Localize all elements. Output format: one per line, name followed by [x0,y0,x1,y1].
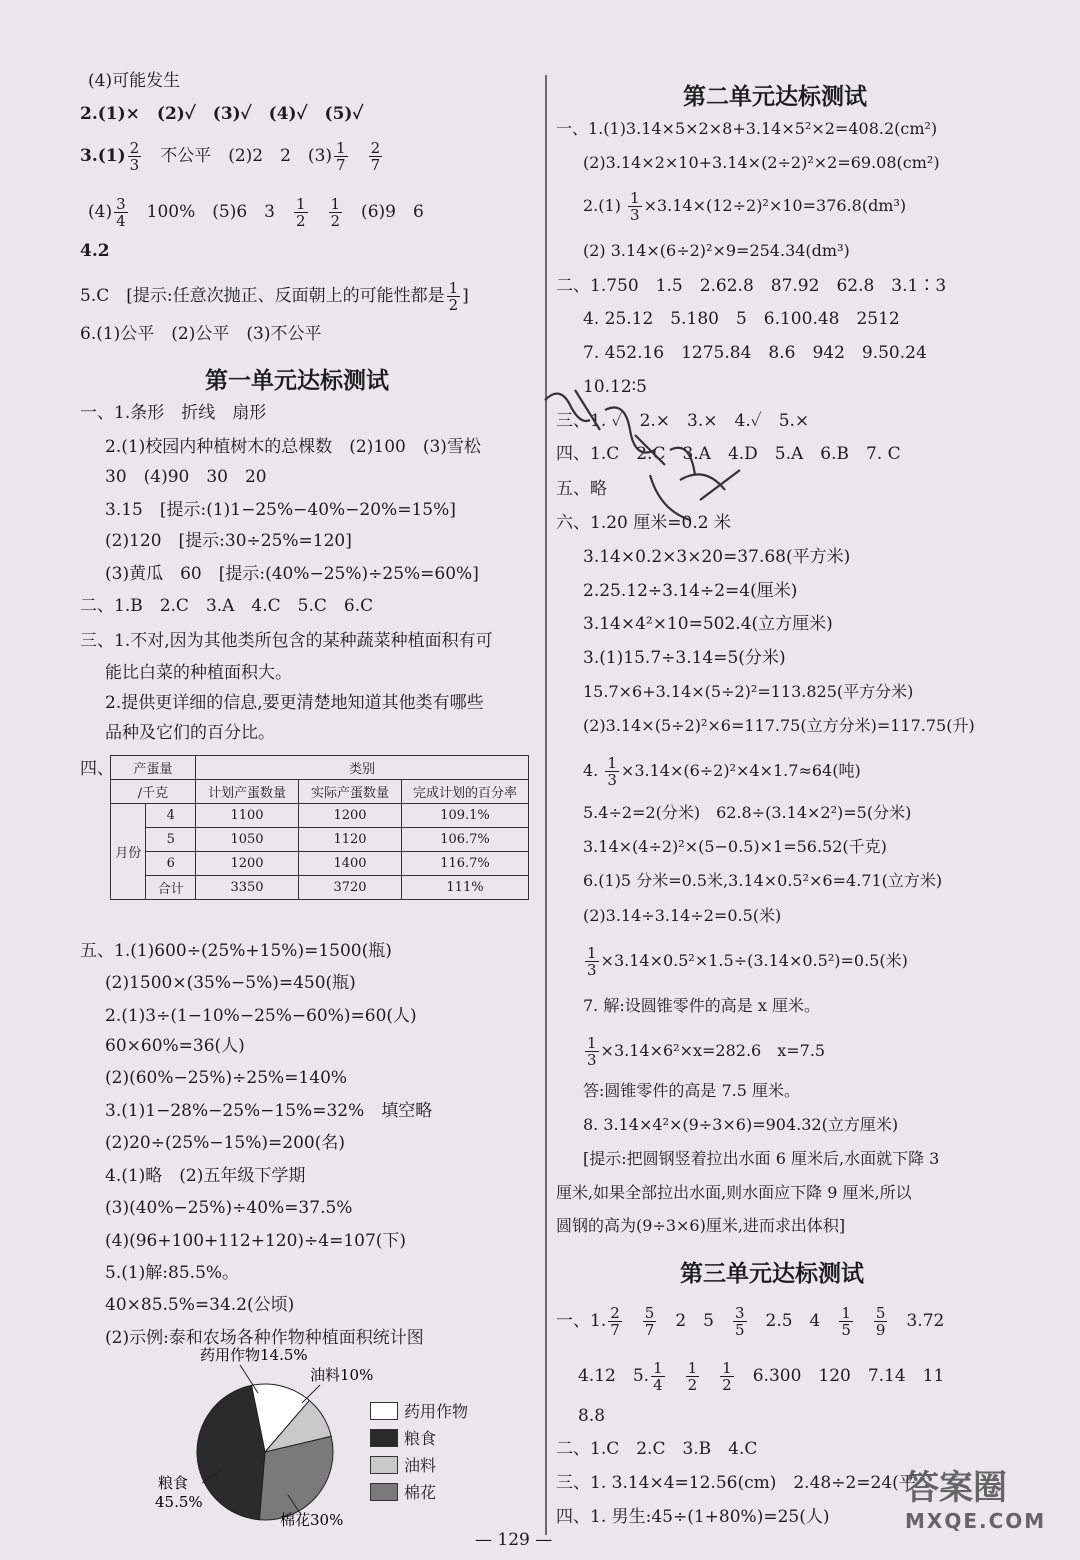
answer-line: 3.14×(4÷2)²×(5−0.5)×1=56.52(千克) [583,837,887,856]
legend-swatch [370,1402,398,1420]
table-header: /千克 [111,780,196,804]
answer-line: 8.8 [578,1406,606,1426]
table-header: 产蛋量 [111,756,196,780]
table-row [111,828,529,852]
answer-line: 四、1.C 2.C 3.A 4.D 5.A 6.B 7. C [556,444,901,464]
pie-chart-svg [150,1345,374,1535]
egg-production-table [110,755,529,900]
table-cell: 3350 [196,876,299,900]
answer-line: 40×85.5%=34.2(公顷) [105,1295,295,1315]
table-cell: 1200 [299,804,402,828]
answer-line: 3.15 [提示:(1)1−25%−40%−20%=15%] [105,500,456,520]
answer-line: 2.25.12÷3.14÷2=4(厘米) [583,581,798,601]
table-cell: 3720 [299,876,402,900]
pie-label-grain-value: 45.5% [155,1493,203,1511]
answer-line: (4)可能发生 [88,71,181,91]
answer-line: (2)20÷(25%−15%)=200(名) [105,1133,345,1153]
answer-line-fraction: (4) $\frac{3}{4}$ 100% (5)6 3 $\frac{1}{2}$ $\frac{1}{2}$ (6)9 6 [88,195,424,230]
table-cell: 4 [146,804,196,828]
answer-line: 4.2 [80,241,110,261]
answer-line: (4)(96+100+112+120)÷4=107(下) [105,1231,407,1251]
answer-line: (3)(40%−25%)÷40%=37.5% [105,1198,353,1218]
table-cell: 1400 [299,852,402,876]
answer-line: 二、1.B 2.C 3.A 4.C 5.C 6.C [80,596,374,616]
legend-swatch [370,1429,398,1447]
leader-line [302,1385,320,1403]
answer-line-fraction: $\frac{1}{3}$ ×3.14×6²×x=282.6 x=7.5 [587,1034,826,1069]
answer-line-fraction: $\frac{1}{3}$ ×3.14×0.5²×1.5÷(3.14×0.5²)=0.5(米) [587,944,908,979]
answer-line: 3.14×0.2×3×20=37.68(平方米) [583,547,851,567]
answer-line: (2)1500×(35%−5%)=450(瓶) [105,973,356,993]
table-cell: 1200 [196,852,299,876]
answer-line: 三、1.不对,因为其他类所包含的某种蔬菜种植面积有可 [80,631,493,651]
pie-label-oil: 油料10% [310,1366,374,1384]
table-row [111,876,529,900]
answer-line: 8. 3.14×4²×(9÷3×6)=904.32(立方厘米) [583,1115,899,1134]
column-divider [545,75,547,1535]
answer-line-fraction: 2.(1) $\frac{1}{3}$ ×3.14×(12÷2)²×10=376.8(dm³) [583,189,907,224]
answer-line: 厘米,如果全部拉出水面,则水面应下降 9 厘米,所以 [556,1183,912,1202]
watermark-logo: 答案圈 MXQE.COM [905,1468,1047,1533]
table-cell: 合计 [146,876,196,900]
answer-line: 3.(1)1−28%−25%−15%=32% 填空略 [105,1101,433,1121]
table-cell: 106.7% [402,828,529,852]
answer-line: 二、1.C 2.C 3.B 4.C [556,1439,758,1459]
pie-slice-grain [197,1385,265,1519]
answer-line: 30 (4)90 30 20 [105,467,267,487]
answer-line: 7. 解:设圆锥零件的高是 x 厘米。 [583,996,820,1015]
answer-line: 5.4÷2=2(分米) 62.8÷(3.14×2²)=5(分米) [583,803,912,822]
table-col-header: 计划产蛋数量 [196,780,299,804]
answer-line: 四、1. 男生:45÷(1+80%)=25(人) [556,1507,830,1527]
legend-label: 油料 [404,1456,437,1475]
table-cell: 111% [402,876,529,900]
answer-line: 五、1.(1)600÷(25%+15%)=1500(瓶) [80,941,392,961]
table-cell: 1120 [299,828,402,852]
table-col-header: 实际产蛋数量 [299,780,402,804]
table-cell: 116.7% [402,852,529,876]
pie-label-grain: 粮食 [158,1474,189,1492]
table-col-header: 完成计划的百分率 [402,780,529,804]
answer-line: 2.(1)× (2)✓ (3)✓ (4)✓ (5)✓ [80,104,364,124]
section-label: 四、 [80,759,114,779]
answer-line: (2)3.14×2×10+3.14×(2÷2)²×2=69.08(cm²) [583,153,940,172]
answer-line: (3)黄瓜 60 [提示:(40%−25%)÷25%=60%] [105,564,479,584]
answer-line: 二、1.750 1.5 2.62.8 87.92 62.8 3.1∶3 [556,276,947,296]
legend-item [370,1424,468,1451]
legend-swatch [370,1456,398,1474]
legend-label: 粮食 [404,1429,437,1448]
answer-line: (2)示例:泰和农场各种作物种植面积统计图 [105,1328,424,1348]
answer-line: 6.(1)5 分米=0.5米,3.14×0.5²×6=4.71(立方米) [583,871,943,890]
answer-line: 5.(1)解:85.5%。 [105,1263,240,1283]
answer-line: 一、1.(1)3.14×5×2×8+3.14×5²×2=408.2(cm²) [556,119,938,138]
pie-chart [150,1345,374,1539]
legend-item [370,1451,468,1478]
page-number: — 129 — [475,1530,553,1550]
answer-line: 2.(1)校园内种植树木的总棵数 (2)100 (3)雪松 [105,437,481,457]
answer-line: 六、1.20 厘米=0.2 米 [556,513,731,533]
answer-line: 6.(1)公平 (2)公平 (3)不公平 [80,324,322,344]
table-cell: 1100 [196,804,299,828]
answer-line: (2)120 [提示:30÷25%=120] [105,531,352,551]
legend-swatch [370,1483,398,1501]
table-row-header: 月份 [111,804,146,900]
pie-label-cotton: 棉花30% [280,1511,344,1529]
answer-line: 三、1. 3.14×4=12.56(cm) 2.48÷2=24(平 [556,1473,916,1493]
handwritten-scribble [530,380,760,540]
answer-line: 答:圆锥零件的高是 7.5 厘米。 [583,1081,801,1100]
answer-line: 4. 25.12 5.180 5 6.100.48 2512 [583,309,900,329]
legend-item [370,1478,468,1505]
table-cell: 1050 [196,828,299,852]
answer-line: 五、略 [556,479,607,499]
pie-legend [370,1397,468,1505]
legend-label: 棉花 [404,1483,437,1502]
answer-line: 三、1. ✓ 2.× 3.× 4.✓ 5.× [556,411,810,431]
answer-line: 15.7×6+3.14×(5÷2)²=113.825(平方分米) [583,682,914,701]
answer-line: (2) 3.14×(6÷2)²×9=254.34(dm³) [583,241,850,260]
answer-line: [提示:把圆钢竖着拉出水面 6 厘米后,水面就下降 3 [583,1149,940,1168]
section-title: 第二单元达标测试 [683,84,867,110]
answer-line: 3.14×4²×10=502.4(立方厘米) [583,614,833,634]
answer-line: (2)3.14×(5÷2)²×6=117.75(立方分米)=117.75(升) [583,716,975,735]
answer-line: 2.提供更详细的信息,要更清楚地知道其他类有哪些 [105,693,484,713]
answer-line: 品种及它们的百分比。 [105,723,275,743]
answer-line: 2.(1)3÷(1−10%−25%−60%)=60(人) [105,1006,417,1026]
answer-line: (2)3.14÷3.14÷2=0.5(米) [583,906,782,925]
legend-item [370,1397,468,1424]
answer-line-fraction: 3.(1) $\frac{2}{3}$ 不公平 (2)2 2 (3) $\frac{1}{7}$ $\frac{2}{7}$ [80,139,381,174]
answer-line: 圆钢的高为(9÷3×6)厘米,进而求出体积] [556,1216,846,1235]
answer-line-fraction: 4. $\frac{1}{3}$ ×3.14×(6÷2)²×4×1.7≈64(吨) [583,754,861,789]
table-header-group: 类别 [196,756,529,780]
table-row [111,852,529,876]
section-title: 第三单元达标测试 [680,1261,864,1287]
answer-line: 10.12∶5 [583,377,647,397]
section-title: 第一单元达标测试 [205,368,389,394]
answer-line: 能比白菜的种植面积大。 [105,663,292,683]
answer-line: 60×60%=36(人) [105,1036,245,1056]
table-cell: 6 [146,852,196,876]
table-cell: 109.1% [402,804,529,828]
answer-line: (2)(60%−25%)÷25%=140% [105,1068,348,1088]
answer-line-fraction: 一、1. $\frac{2}{7}$ $\frac{5}{7}$ 2 5 $\frac{3}{5}$ 2.5 4 $\frac{1}{5}$ $\frac{5}{9}$ 3.72 [556,1304,945,1339]
pie-label-medicinal: 药用作物14.5% [200,1346,308,1364]
table-row [111,804,529,828]
answer-line-fraction: 5.C [提示:任意次抛正、反面朝上的可能性都是 $\frac{1}{2}$ ] [80,279,469,314]
answer-line: 7. 452.16 1275.84 8.6 942 9.50.24 [583,343,927,363]
answer-line: 一、1.条形 折线 扇形 [80,403,267,423]
answer-line: 3.(1)15.7÷3.14=5(分米) [583,648,786,668]
legend-label: 药用作物 [404,1402,469,1421]
answer-line: 4.(1)略 (2)五年级下学期 [105,1166,306,1186]
table-cell: 5 [146,828,196,852]
answer-line-fraction: 4.12 5. $\frac{1}{4}$ $\frac{1}{2}$ $\frac{1}{2}$ 6.300 120 7.14 11 [578,1359,945,1394]
